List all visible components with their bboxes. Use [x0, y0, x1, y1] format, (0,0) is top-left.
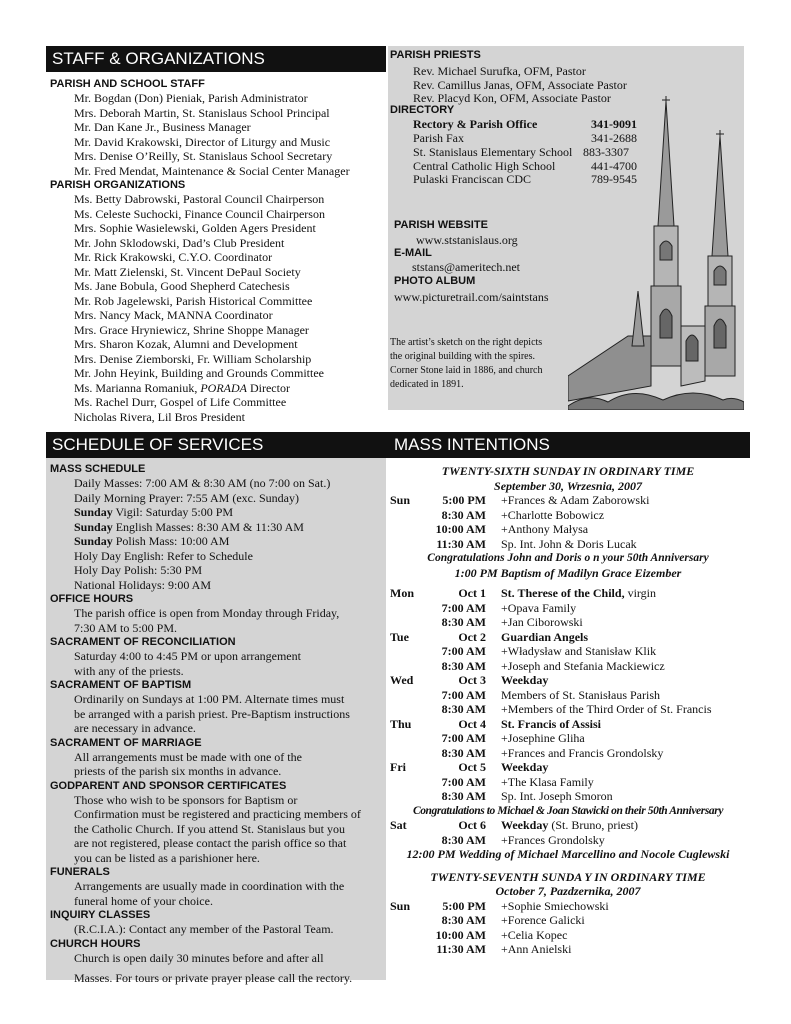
marriage-heading: SACRAMENT OF MARRIAGE [50, 736, 202, 749]
intention-text: +The Klasa Family [501, 774, 594, 789]
intention-text: +Opava Family [501, 600, 577, 615]
intention-description [501, 493, 649, 508]
intention-time: 7:00 AM [441, 644, 486, 658]
directory-name: Pulaski Franciscan CDC [413, 172, 531, 186]
intention-row [388, 688, 748, 703]
intention-time: 7:00 AM [441, 687, 486, 702]
reconciliation-text [46, 649, 386, 678]
inquiry-heading: INQUIRY CLASSES [50, 909, 151, 921]
service-text-line: you can be listed as a parishioner here. [74, 850, 260, 865]
service-text-line: Church is open daily 30 minutes before and after all [74, 950, 324, 965]
mass-schedule-line [74, 563, 386, 578]
mass-schedule-text: National Holidays: 9:00 AM [74, 577, 211, 592]
intention-time: Oct 2 [458, 629, 486, 644]
intention-text: +Anthony Małysa [501, 522, 589, 536]
directory-phone: 441-4700 [591, 159, 637, 173]
service-text-line: are not registered, please contact the parish office so that [74, 836, 347, 850]
staff-member: Mr. Dan Kane Jr., Business Manager [74, 120, 251, 134]
services-section [46, 458, 386, 980]
directory-phone: 789-9545 [591, 172, 637, 186]
mass-schedule-line [74, 578, 386, 593]
intention-description [501, 928, 567, 943]
intention-text: Members of St. Stanisłaus Parish [501, 687, 660, 702]
mass-schedule-line [74, 534, 386, 549]
mass-schedule-text: Holy Day English: Refer to Schedule [74, 548, 253, 563]
intention-day: Thu [390, 716, 412, 731]
mass-schedule-line [74, 549, 386, 564]
intention-text: +Joseph and Stefania Mackiewicz [501, 658, 665, 673]
intention-time: Oct 1 [458, 586, 486, 600]
mass-schedule-line [74, 505, 386, 520]
intention-text: +Members of the Third Order of St. Francis [501, 702, 712, 716]
intention-feast: Guardian Angels [501, 629, 589, 644]
service-text-line: are necessary in advance. [74, 721, 196, 735]
intention-day: Sun [390, 898, 411, 913]
intention-day: Sat [390, 818, 407, 832]
intention-time: 11:30 AM [436, 942, 486, 956]
organizations-heading: PARISH ORGANIZATIONS [50, 179, 186, 191]
intention-row [388, 833, 748, 848]
intention-time: 7:00 AM [441, 731, 486, 745]
intention-time: 8:30 AM [441, 745, 486, 760]
website-link[interactable]: www.ststanislaus.org [416, 233, 518, 247]
mass-intentions-section [388, 464, 748, 957]
organization-member: Mr. Rick Krakowski, C.Y.O. Coordinator [74, 250, 273, 264]
intention-description [501, 833, 605, 848]
intention-description [501, 586, 656, 601]
sunday-date-2: October 7, Pazdzernika, 2007 [495, 884, 641, 898]
organization-member: Ms. Jane Bobula, Good Shepherd Catechesis [74, 279, 290, 293]
service-text-line: be arranged with a parish priest. Pre-Baptism instructions [74, 706, 350, 721]
porada-pre: Ms. Marianna Romaniuk, [74, 380, 201, 395]
intention-day: Mon [390, 586, 414, 600]
parish-info-panel [388, 46, 744, 410]
funerals-heading: FUNERALS [50, 866, 110, 878]
mass-schedule-text: Vigil: Saturday 5:00 PM [112, 505, 234, 519]
intention-row [388, 522, 748, 537]
intention-day: Fri [390, 760, 406, 774]
intention-description [501, 630, 588, 645]
priest-line: Rev. Camillus Janas, OFM, Associate Pastor [413, 78, 627, 92]
service-text-line: 7:30 AM to 5:00 PM. [74, 620, 178, 635]
intention-time: 7:00 AM [441, 774, 486, 789]
organization-member: Ms. Rachel Durr, Gospel of Life Committee [74, 395, 287, 409]
intention-row [388, 942, 748, 957]
organization-member: Mrs. Sophie Wasielewski, Golden Agers President [74, 221, 316, 235]
directory-phone: 883-3307 [583, 145, 629, 159]
intention-row [388, 928, 748, 943]
intention-time: 5:00 PM [442, 898, 486, 913]
mass-schedule-day: Sunday [74, 534, 113, 548]
funerals-text [46, 879, 386, 908]
sketch-caption: The artist’s sketch on the right depicts the original building with the spires. Corner Stone laid in 1886, and church dedicated in 1891. [390, 337, 543, 390]
intention-description [501, 688, 660, 703]
intention-row [388, 586, 748, 601]
intention-description [501, 537, 637, 552]
sunday-title: TWENTY-SIXTH SUNDAY IN ORDINARY TIME [441, 464, 695, 478]
intention-text: +Władysław and Stanisław Klik [501, 644, 657, 658]
staff-member: Mrs. Deborah Martin, St. Stanislaus School Principal [74, 105, 330, 120]
intention-feast: Weekday [501, 673, 549, 687]
church-sketch-image [568, 96, 744, 410]
organization-member: Mr. Matt Zielenski, St. Vincent DePaul Society [74, 264, 301, 279]
staff-member: Mrs. Denise O’Reilly, St. Stanislaus School Secretary [74, 149, 333, 163]
intention-time: 8:30 AM [441, 507, 486, 522]
intention-row [388, 760, 748, 775]
intention-text: +Frances & Adam Zaborowski [501, 493, 650, 507]
services-band: SCHEDULE OF SERVICES [46, 432, 394, 458]
intention-text: Sp. Int. Joseph Smoron [501, 789, 613, 803]
directory-phone: 341-9091 [591, 117, 637, 131]
organization-member: Mr. John Heyink, Building and Grounds Committee [74, 366, 324, 380]
intention-text: +Charlotte Bobowicz [501, 507, 605, 522]
service-text-line: All arrangements must be made with one of the [74, 749, 302, 764]
intention-row [388, 818, 748, 833]
intention-description [501, 942, 571, 957]
intention-text: +Ann Anielski [501, 942, 572, 956]
mass-schedule-heading: MASS SCHEDULE [50, 463, 146, 475]
email-heading: E-MAIL [394, 247, 432, 259]
mass-schedule-text: Daily Morning Prayer: 7:55 AM (exc. Sunday) [74, 490, 299, 505]
organization-member: Mrs. Sharon Kozak, Alumni and Development [74, 337, 298, 351]
office-hours-text [46, 606, 386, 635]
intention-row [388, 644, 748, 659]
organization-member: Ms. Betty Dabrowski, Pastoral Council Chairperson [74, 192, 325, 206]
staff-section [46, 46, 386, 424]
intention-text: virgin [624, 586, 657, 600]
intention-day: Tue [390, 629, 409, 644]
intention-feast: Weekday [501, 760, 549, 774]
intention-description [501, 899, 609, 914]
intention-row [388, 913, 748, 928]
parish-priests-heading: PARISH PRIESTS [390, 49, 481, 61]
intention-text: +Forence Galicki [501, 913, 585, 927]
mass-schedule-day: Sunday [74, 519, 113, 534]
directory-name: St. Stanislaus Elementary School [413, 145, 573, 159]
intention-row [388, 601, 748, 616]
service-text-line: funeral home of your choice. [74, 893, 213, 908]
service-text-line: Confirmation must be registered and practicing members of [74, 807, 361, 821]
intention-time: 10:00 AM [435, 927, 486, 942]
organization-member: Mrs. Grace Hryniewicz, Shrine Shoppe Manager [74, 322, 309, 337]
service-text-line: Those who wish to be sponsors for Baptism or [74, 792, 298, 807]
weekday-intentions [388, 586, 748, 804]
directory-heading: DIRECTORY [390, 104, 455, 116]
intention-description [501, 702, 712, 717]
organizations-list [46, 192, 386, 381]
baptism-heading: SACRAMENT OF BAPTISM [50, 679, 192, 691]
organization-member: Ms. Celeste Suchocki, Finance Council Chairperson [74, 206, 325, 221]
mass-schedule-text: English Masses: 8:30 AM & 11:30 AM [112, 519, 304, 534]
intention-description [501, 913, 585, 928]
intention-description [501, 522, 588, 537]
photo-album-heading: PHOTO ALBUM [394, 275, 476, 287]
intention-row [388, 630, 748, 645]
intention-text: +Jan Ciborowski [501, 615, 583, 629]
intention-time: Oct 4 [458, 716, 486, 731]
service-text-line: with any of the priests. [74, 663, 184, 678]
service-text-line: The parish office is open from Monday through Friday, [74, 606, 340, 620]
sunday-intentions-2 [388, 899, 748, 957]
intention-time: 8:30 AM [441, 832, 486, 847]
marriage-text [46, 750, 386, 779]
organizations-list-after [46, 395, 386, 424]
mass-schedule-text: Polish Mass: 10:00 AM [112, 534, 230, 548]
saturday-intentions [388, 818, 748, 847]
intention-time: 8:30 AM [441, 658, 486, 673]
sunday-date: September 30, Wrzesnia, 2007 [494, 478, 642, 493]
sunday-intentions [388, 493, 748, 551]
email-link[interactable]: ststans@ameritech.net [412, 260, 521, 274]
baptism-text [46, 692, 386, 736]
intention-row [388, 731, 748, 746]
intention-time: 8:30 AM [441, 702, 486, 716]
church-hours-heading: CHURCH HOURS [50, 937, 141, 950]
mass-schedule-line [74, 491, 386, 506]
anniversary-note-2: Congratulations to Michael & Joan Stawicki on their 50th Anniversary [412, 804, 724, 817]
inquiry-text [46, 922, 386, 937]
service-text-line: Saturday 4:00 to 4:45 PM or upon arrangement [74, 649, 301, 663]
intention-description [501, 508, 604, 523]
directory-name: Parish Fax [413, 131, 464, 145]
service-text-line: (R.C.I.A.): Contact any member of the Pastoral Team. [74, 922, 334, 936]
photo-album-link[interactable]: www.picturetrail.com/saintstans [394, 290, 549, 304]
intention-description [501, 818, 638, 833]
intention-description [501, 673, 548, 688]
organization-member: Nicholas Rivera, Lil Bros President [74, 409, 245, 424]
intention-text: (St. Bruno, priest) [548, 818, 639, 832]
wedding-note: 12:00 PM Wedding of Michael Marcellino and Nocole Cuglewski [406, 847, 730, 861]
intention-description [501, 731, 585, 746]
intention-description [501, 615, 583, 630]
mass-schedule-text: Holy Day Polish: 5:30 PM [74, 563, 203, 577]
intention-time: 7:00 AM [441, 600, 486, 615]
mass-intentions-band: MASS INTENTIONS [388, 432, 750, 458]
intention-row [388, 899, 748, 914]
intention-text: +Frances and Francis Grondolsky [501, 745, 664, 760]
staff-member: Mr. Fred Mendat, Maintenance & Social Center Manager [74, 163, 350, 178]
service-text-line: Arrangements are usually made in coordination with the [74, 879, 345, 893]
intention-description [501, 746, 663, 761]
mass-schedule-list [46, 476, 386, 592]
intention-text: +Frances Grondolsky [501, 832, 605, 847]
intention-description [501, 644, 656, 659]
intention-text: +Josephine Gliha [501, 731, 585, 745]
intention-time: 5:00 PM [442, 493, 486, 507]
intention-day: Sun [390, 493, 411, 507]
intention-row [388, 746, 748, 761]
intention-description [501, 717, 601, 732]
staff-member: Mr. Bogdan (Don) Pieniak, Parish Administrator [74, 91, 308, 105]
intention-row [388, 702, 748, 717]
staff-heading: PARISH AND SCHOOL STAFF [50, 78, 205, 90]
intention-row [388, 659, 748, 674]
organization-member: Mr. John Sklodowski, Dad’s Club President [74, 235, 285, 250]
service-text-line: the Catholic Church. If you attend St. Stanislaus but you [74, 821, 345, 836]
intention-time: Oct 3 [458, 673, 486, 687]
church-hours-text [46, 951, 386, 966]
intention-row [388, 493, 748, 508]
intention-time: 10:00 AM [435, 522, 486, 536]
organization-member: Mr. Rob Jagelewski, Parish Historical Committee [74, 293, 313, 308]
priest-line: Rev. Michael Surufka, OFM, Pastor [413, 64, 586, 78]
website-heading: PARISH WEBSITE [394, 219, 488, 231]
staff-list [46, 91, 386, 178]
priest-line: Rev. Placyd Kon, OFM, Associate Pastor [413, 91, 611, 105]
intention-time: Oct 5 [458, 760, 486, 774]
intention-description [501, 775, 594, 790]
porada-post: Director [246, 380, 290, 395]
mass-schedule-line [74, 520, 386, 535]
intention-row [388, 717, 748, 732]
church-hours-text-2: Masses. For tours or private prayer please call the rectory. [74, 971, 353, 985]
porada-italic: PORADA [200, 380, 247, 395]
godparent-text [46, 793, 386, 866]
porada-line [74, 381, 386, 396]
intention-time: 11:30 AM [436, 536, 486, 551]
intention-time: 8:30 AM [441, 615, 486, 629]
mass-schedule-text: Daily Masses: 7:00 AM & 8:30 AM (no 7:00 on Sat.) [74, 476, 331, 490]
intention-row [388, 673, 748, 688]
organization-member: Mrs. Denise Ziemborski, Fr. William Scholarship [74, 351, 312, 366]
intention-time: Oct 6 [458, 818, 486, 832]
intention-day: Wed [390, 673, 414, 687]
intention-feast: Weekday [501, 818, 549, 832]
intention-time: 8:30 AM [441, 789, 486, 803]
mass-schedule-day: Sunday [74, 505, 113, 519]
directory-name: Rectory & Parish Office [413, 117, 538, 131]
intention-row [388, 615, 748, 630]
intention-description [501, 760, 548, 775]
mass-schedule-line [74, 476, 386, 491]
reconciliation-heading: SACRAMENT OF RECONCILIATION [50, 636, 236, 648]
service-text-line: Ordinarily on Sundays at 1:00 PM. Alternate times must [74, 692, 345, 706]
office-hours-heading: OFFICE HOURS [50, 593, 134, 605]
organization-member: Mrs. Nancy Mack, MANNA Coordinator [74, 308, 273, 322]
intention-row [388, 775, 748, 790]
intention-description [501, 789, 613, 804]
intention-time: 8:30 AM [441, 913, 486, 927]
staff-member: Mr. David Krakowski, Director of Liturgy and Music [74, 134, 331, 149]
intention-description [501, 659, 665, 674]
directory-phone: 341-2688 [591, 131, 637, 145]
intention-row [388, 789, 748, 804]
directory-name: Central Catholic High School [413, 159, 556, 173]
staff-band: STAFF & ORGANIZATIONS [46, 46, 386, 72]
intention-text: +Celia Kopec [501, 927, 568, 942]
intention-text: +Sophie Smiechowski [501, 898, 609, 913]
intention-text: Sp. Int. John & Doris Lucak [501, 536, 637, 551]
anniversary-note: Congratulations John and Doris o n your 50th Anniversary [427, 552, 709, 564]
intention-feast: St. Therese of the Child, [501, 586, 625, 600]
intention-row [388, 508, 748, 523]
intention-description [501, 601, 576, 616]
intention-feast: St. Francis of Assisi [501, 716, 602, 731]
intention-row [388, 537, 748, 552]
baptism-note: 1:00 PM Baptism of Madilyn Grace Eizember [454, 565, 682, 580]
service-text-line: priests of the parish six months in advance. [74, 764, 282, 778]
sunday-title-2: TWENTY-SEVENTH SUNDA Y IN ORDINARY TIME [430, 869, 706, 884]
godparent-heading: GODPARENT AND SPONSOR CERTIFICATES [50, 779, 287, 792]
